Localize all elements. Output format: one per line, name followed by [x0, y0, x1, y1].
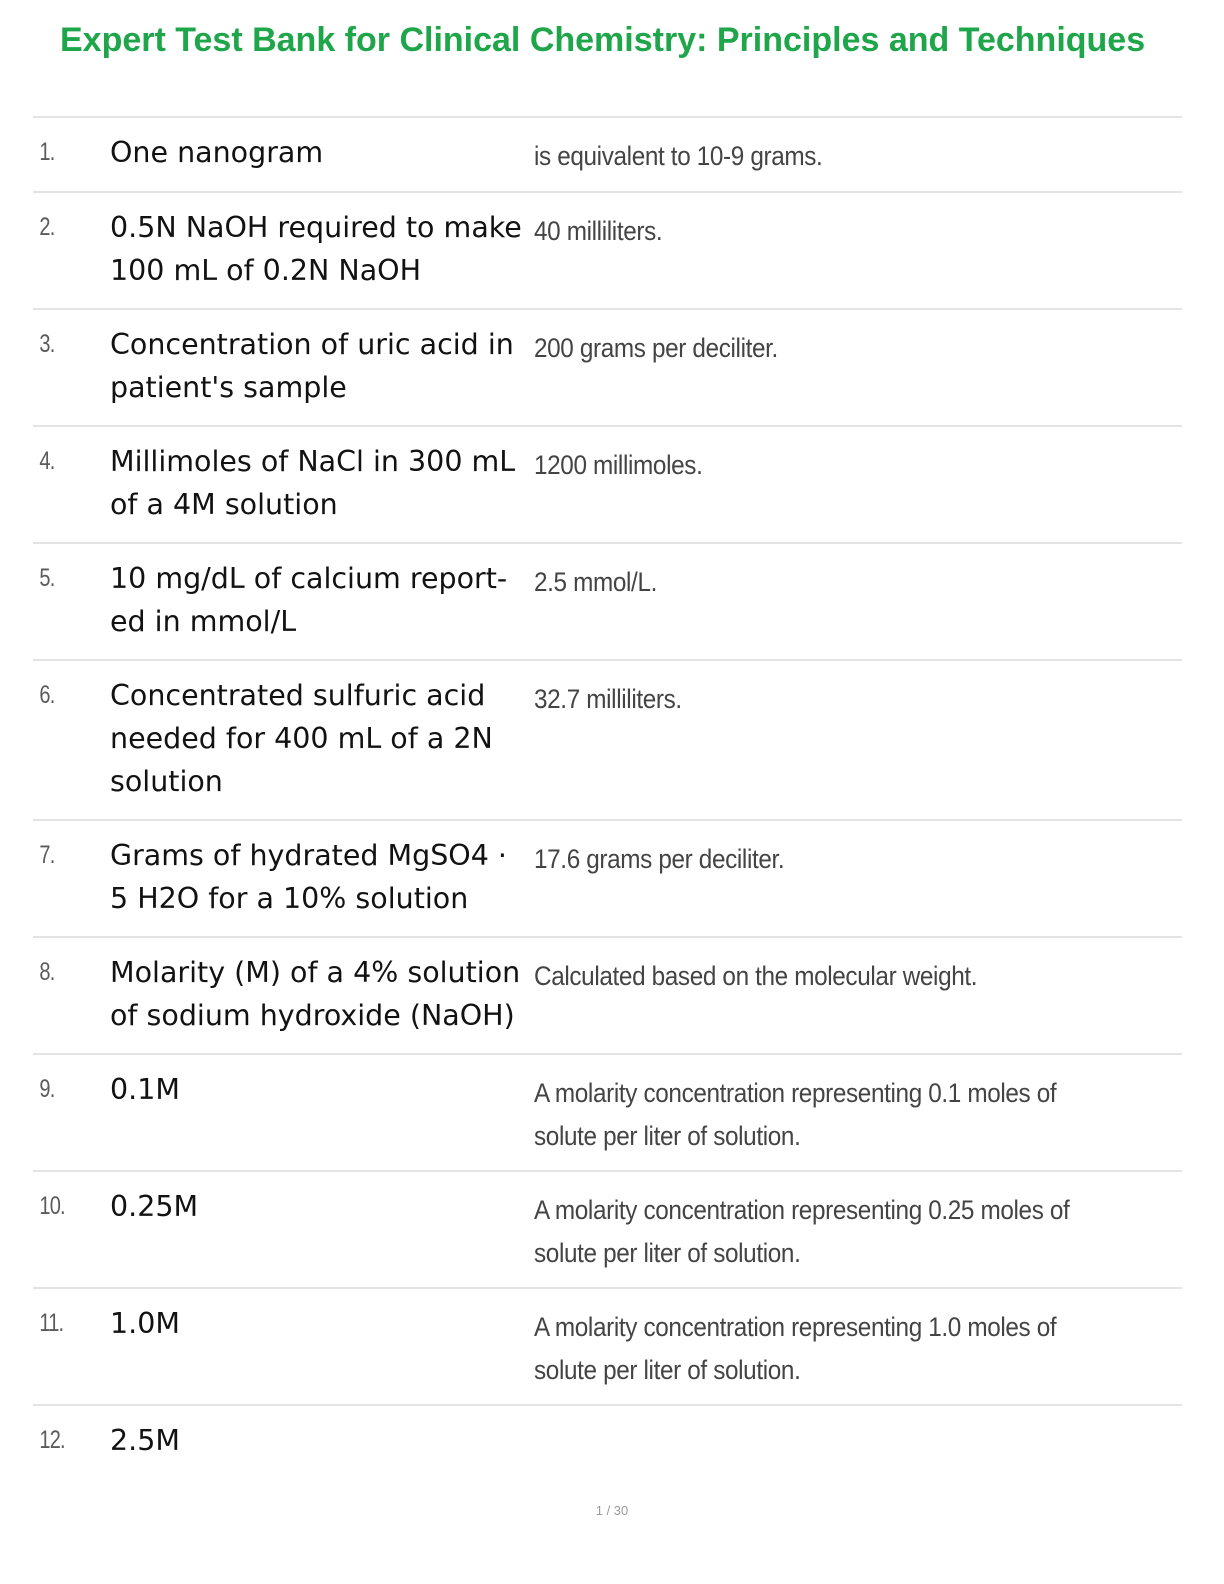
card-term: Grams of hydrated MgSO4 · 5 H2O for a 10% solution [110, 839, 507, 915]
card-definition [534, 1406, 1117, 1423]
card-definition: A molarity concentration representing 0.25 moles of solute per liter of solution. [534, 1195, 1070, 1268]
card-term: Millimoles of NaCl in 300 mL of a 4M solution [110, 445, 516, 521]
card-number: 8. [39, 958, 55, 986]
document-title: Expert Test Bank for Clinical Chemistry: Principles and Techniques [60, 21, 1146, 59]
page-indicator: 1 / 30 [595, 1503, 629, 1518]
card-term: Concentration of uric acid in patient's sample [110, 328, 514, 404]
flashcard-row [33, 1172, 1182, 1289]
card-term: 10 mg/dL of calcium report- ed in mmol/L [110, 562, 508, 638]
card-number: 11. [39, 1309, 64, 1337]
card-term: 2.5M [110, 1424, 180, 1457]
card-definition: A molarity concentration representing 1.0 moles of solute per liter of solution. [534, 1312, 1057, 1385]
card-number: 10. [39, 1192, 65, 1220]
card-definition: 200 grams per deciliter. [534, 333, 778, 363]
card-definition: is equivalent to 10-9 grams. [534, 141, 823, 171]
card-definition: A molarity concentration representing 0.1 moles of solute per liter of solution. [534, 1078, 1057, 1151]
card-term: Molarity (M) of a 4% solution of sodium hydroxide (NaOH) [110, 956, 521, 1032]
card-term: 1.0M [110, 1307, 180, 1340]
card-definition: 17.6 grams per deciliter. [534, 844, 785, 874]
flashcard-row [33, 310, 1182, 427]
card-term: 0.5N NaOH required to make 100 mL of 0.2N NaOH [110, 211, 522, 287]
flashcard-row [33, 193, 1182, 310]
card-definition: 32.7 milliliters. [534, 684, 682, 714]
flashcard-row [33, 661, 1182, 821]
card-number: 12. [39, 1426, 65, 1454]
flashcard-row [33, 938, 1182, 1055]
flashcard-row [33, 821, 1182, 938]
card-number: 9. [39, 1075, 55, 1103]
card-definition: 2.5 mmol/L. [534, 567, 657, 597]
flashcard-row [33, 544, 1182, 661]
card-number: 2. [39, 213, 55, 241]
card-number: 1. [39, 138, 55, 166]
card-number: 7. [39, 841, 55, 869]
card-term: 0.1M [110, 1073, 180, 1106]
card-definition: Calculated based on the molecular weight. [534, 961, 978, 991]
card-number: 6. [39, 681, 55, 709]
card-term: 0.25M [110, 1190, 199, 1223]
card-number: 5. [39, 564, 55, 592]
flashcard-row [33, 1289, 1182, 1406]
flashcard-row [33, 1055, 1182, 1172]
card-number: 3. [39, 330, 55, 358]
card-term: One nanogram [110, 136, 324, 169]
card-definition: 1200 millimoles. [534, 450, 703, 480]
flashcard-list [33, 116, 1182, 1481]
flashcard-row [33, 427, 1182, 544]
flashcard-row [33, 1406, 1182, 1481]
card-number: 4. [39, 447, 55, 475]
flashcard-row [33, 118, 1182, 193]
card-definition: 40 milliliters. [534, 216, 663, 246]
card-term: Concentrated sulfuric acid needed for 400 mL of a 2N solution [110, 679, 493, 798]
